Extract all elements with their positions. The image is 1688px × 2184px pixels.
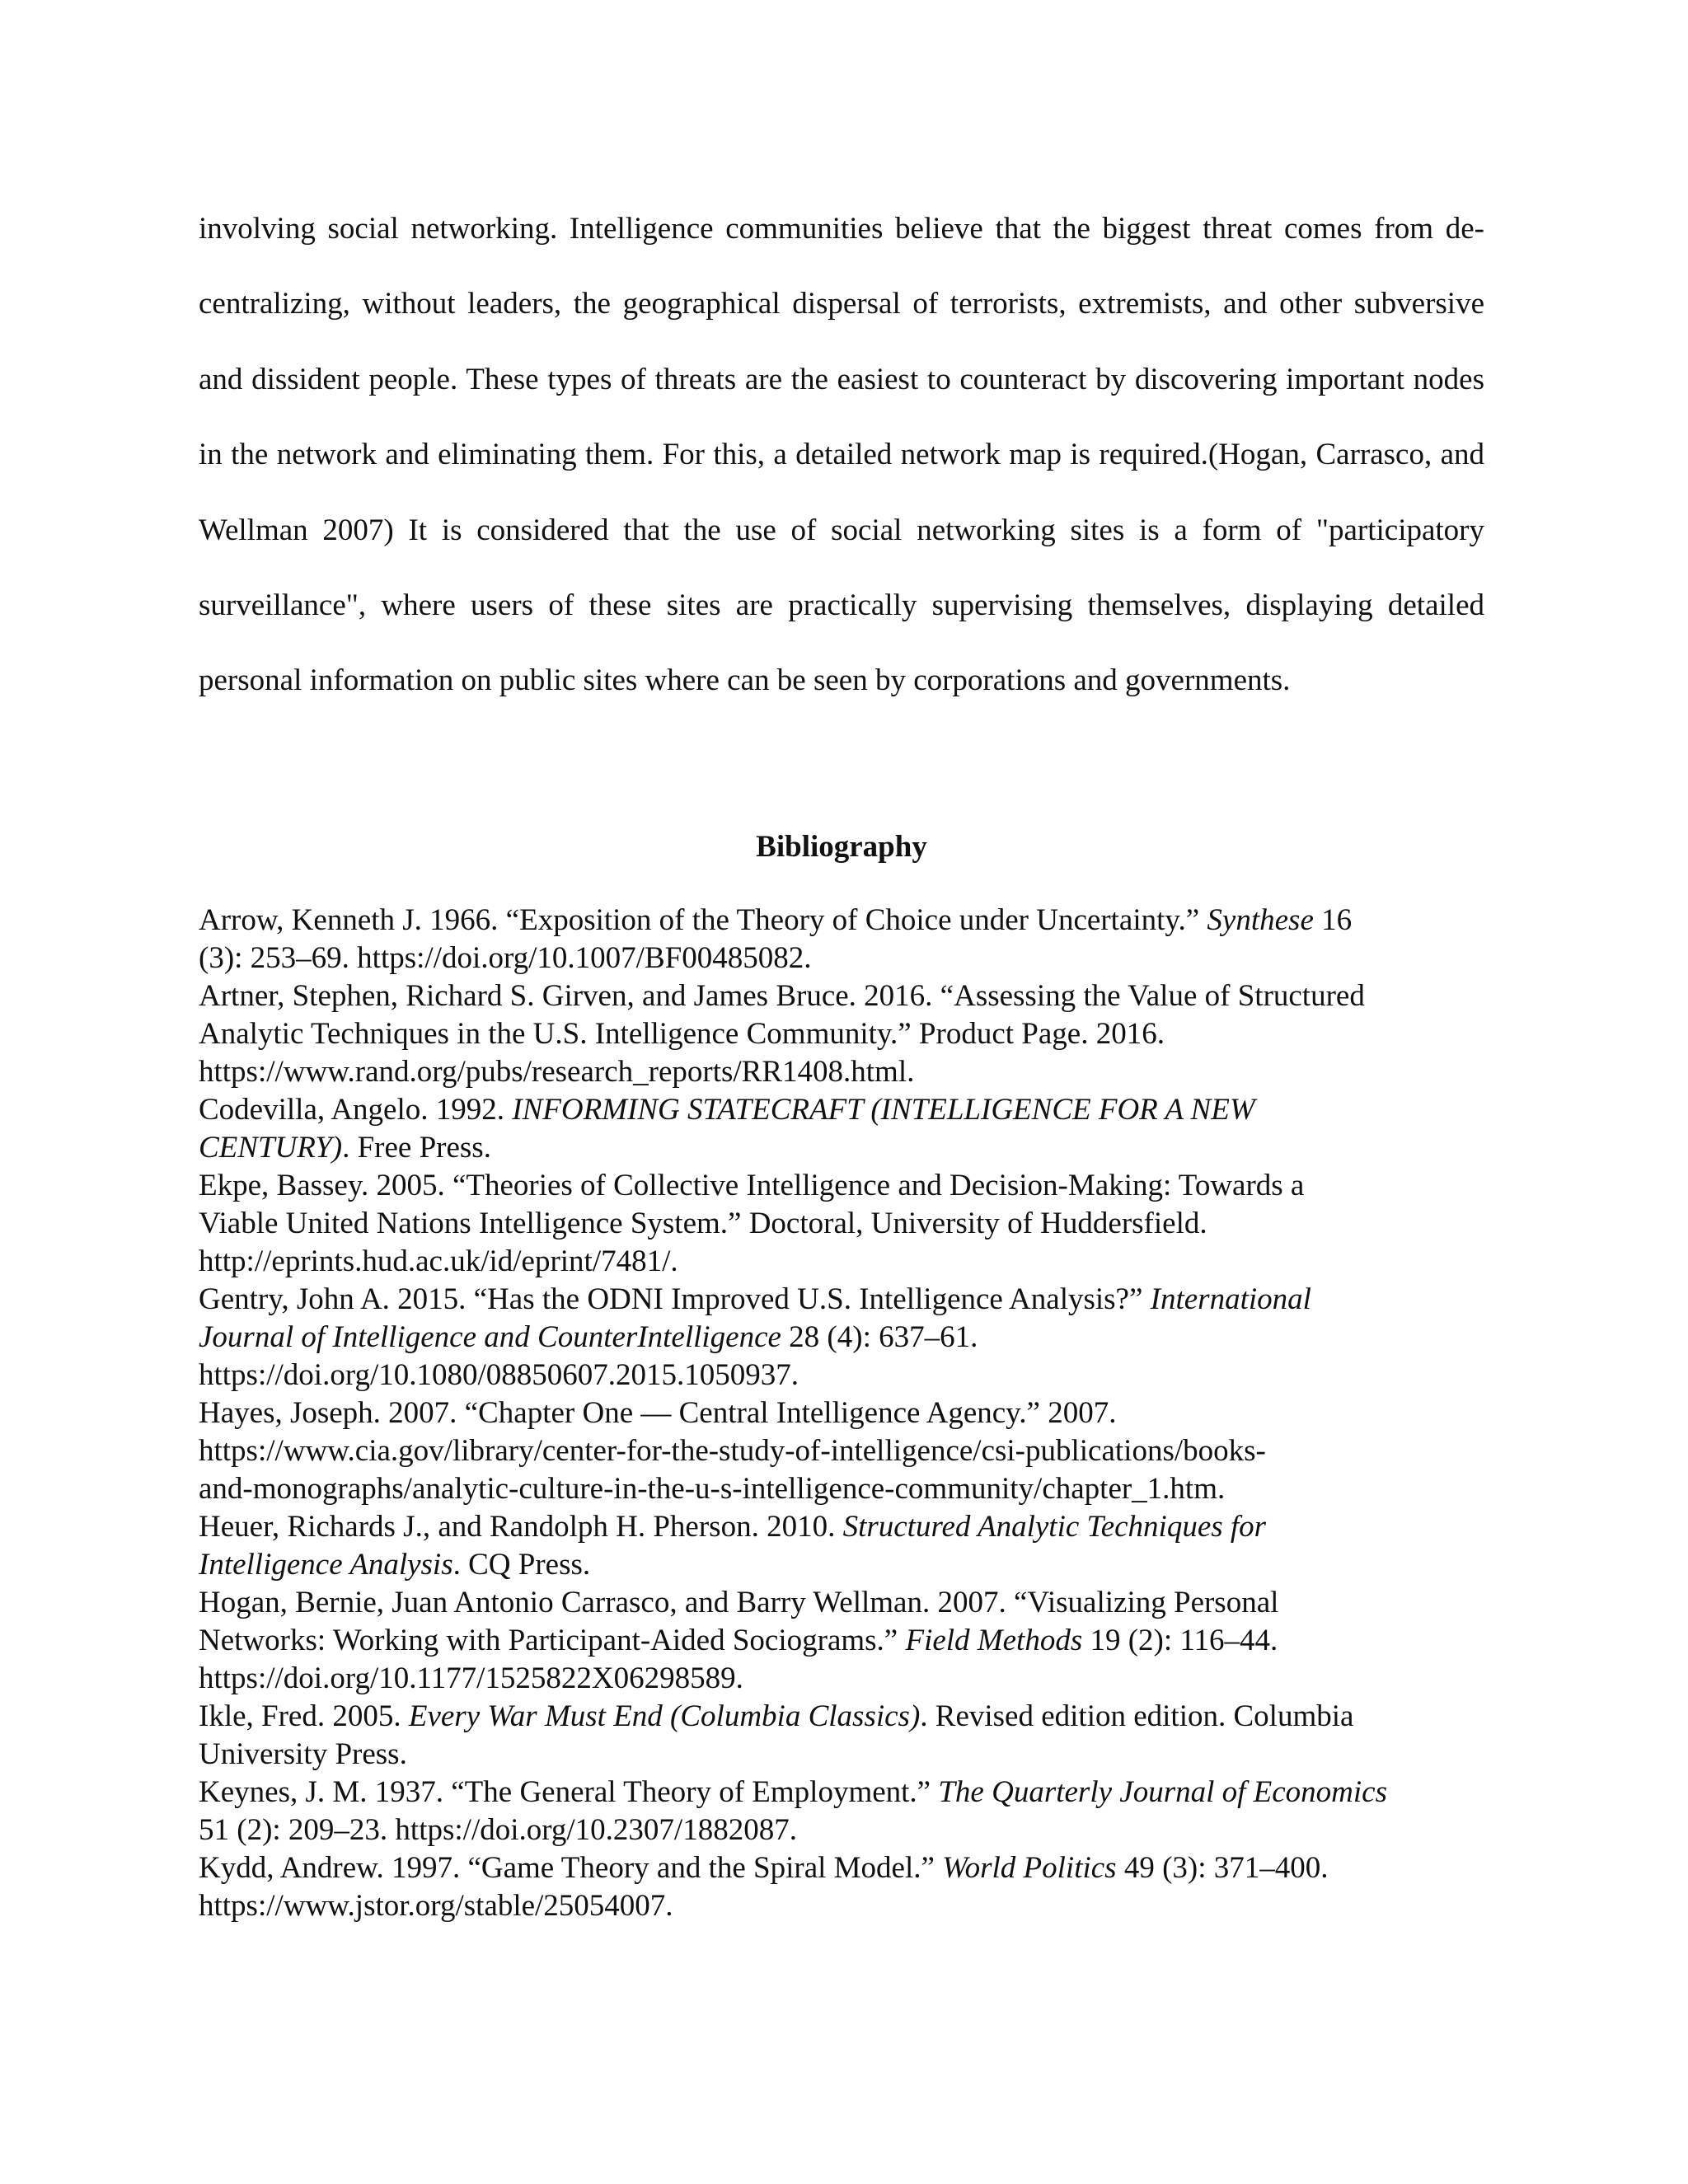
bibliography-entry-line <box>199 902 1501 940</box>
text-segment: Ikle, Fred. 2005. <box>199 1699 409 1733</box>
bibliography-entry <box>199 1281 1501 1394</box>
text-segment: Hogan, Bernie, Juan Antonio Carrasco, and Barry Wellman. 2007. “Visualizing Personal <box>199 1586 1279 1619</box>
text-segment: Kydd, Andrew. 1997. “Game Theory and the Spiral Model.” <box>199 1851 943 1885</box>
text-segment: Networks: Working with Participant-Aided Sociograms.” <box>199 1624 906 1657</box>
text-segment: Arrow, Kenneth J. 1966. “Exposition of the Theory of Choice under Uncertainty.” <box>199 903 1207 937</box>
italic-title-segment: CENTURY) <box>199 1131 343 1165</box>
bibliography-entry-line <box>199 1167 1501 1205</box>
bibliography-entry <box>199 1091 1501 1167</box>
text-segment: Gentry, John A. 2015. “Has the ODNI Improved U.S. Intelligence Analysis?” <box>199 1282 1151 1316</box>
italic-title-segment: Field Methods <box>905 1624 1083 1657</box>
bibliography-entry <box>199 1167 1501 1281</box>
bibliography-entry-line <box>199 1508 1501 1546</box>
bibliography-entry <box>199 1394 1501 1508</box>
bibliography-entry-line <box>199 1357 1501 1394</box>
text-segment: https://www.cia.gov/library/center-for-the-study-of-intelligence/csi-publications/books- <box>199 1434 1266 1468</box>
bibliography-entry-line <box>199 1698 1501 1736</box>
italic-title-segment: Journal of Intelligence and CounterIntelligence <box>199 1320 781 1354</box>
text-segment: and-monographs/analytic-culture-in-the-u-s-intelligence-community/chapter_1.htm. <box>199 1472 1226 1506</box>
bibliography-entry-line <box>199 1887 1501 1925</box>
italic-title-segment: INFORMING STATECRAFT (INTELLIGENCE FOR A NEW <box>512 1093 1255 1127</box>
text-segment: https://doi.org/10.1080/08850607.2015.1050937. <box>199 1358 799 1392</box>
text-segment: Analytic Techniques in the U.S. Intelligence Community.” Product Page. 2016. <box>199 1017 1165 1051</box>
bibliography-entry-line <box>199 1584 1501 1622</box>
text-segment: Ekpe, Bassey. 2005. “Theories of Collective Intelligence and Decision-Making: Towards a <box>199 1169 1305 1202</box>
text-segment: . Free Press. <box>342 1131 491 1165</box>
italic-title-segment: Every War Must End (Columbia Classics) <box>408 1699 921 1733</box>
text-segment: Heuer, Richards J., and Randolph H. Pherson. 2010. <box>199 1510 843 1544</box>
italic-title-segment: Synthese <box>1207 903 1314 937</box>
bibliography-entry <box>199 1774 1501 1849</box>
bibliography-entry-line <box>199 1091 1501 1129</box>
italic-title-segment: International <box>1150 1282 1311 1316</box>
bibliography-entry-line <box>199 940 1501 977</box>
text-segment: https://www.rand.org/pubs/research_reports/RR1408.html. <box>199 1055 915 1089</box>
bibliography-heading: Bibliography <box>756 830 927 864</box>
bibliography-entry-line <box>199 1660 1501 1698</box>
text-segment: Hayes, Joseph. 2007. “Chapter One — Central Intelligence Agency.” 2007. <box>199 1396 1117 1430</box>
bibliography-entry-line <box>199 1432 1501 1470</box>
body-paragraph: involving social networking. Intelligence communities believe that the biggest threat comes from de-centralizing, without leaders, the geographical dispersal of terrorists, extremists, and other subversive and dissident people. These types of threats are the easiest to counteract by discovering important nodes in the network and eliminating them. For this, a detailed network map is required.(Hogan, Carrasco, and Wellman 2007) It is considered that the use of social networking sites is a form of "participatory surveillance", where users of these sites are practically supervising themselves, displaying detailed personal information on public sites where can be seen by corporations and governments. <box>199 212 1484 698</box>
text-segment: . CQ Press. <box>452 1548 591 1582</box>
bibliography-entry <box>199 977 1501 1091</box>
text-segment: (3): 253–69. https://doi.org/10.1007/BF00485082. <box>199 941 812 975</box>
text-segment: 51 (2): 209–23. https://doi.org/10.2307/1882087. <box>199 1813 797 1847</box>
text-segment: . Revised edition edition. Columbia <box>920 1699 1354 1733</box>
text-segment: Keynes, J. M. 1937. “The General Theory of Employment.” <box>199 1775 939 1809</box>
bibliography-entry-line <box>199 1546 1501 1584</box>
text-segment: Codevilla, Angelo. 1992. <box>199 1093 513 1127</box>
italic-title-segment: World Politics <box>942 1851 1117 1885</box>
bibliography-entry <box>199 1584 1501 1698</box>
text-segment: Viable United Nations Intelligence System.” Doctoral, University of Huddersfield. <box>199 1207 1207 1240</box>
text-segment: http://eprints.hud.ac.uk/id/eprint/7481/. <box>199 1244 678 1278</box>
italic-title-segment: Structured Analytic Techniques for <box>842 1510 1267 1544</box>
body-text-block <box>199 191 1484 719</box>
italic-title-segment: Intelligence Analysis <box>199 1548 453 1582</box>
bibliography-entry-line <box>199 1205 1501 1243</box>
text-segment: Artner, Stephen, Richard S. Girven, and James Bruce. 2016. “Assessing the Value of Structured <box>199 979 1365 1013</box>
bibliography-entry-line <box>199 1243 1501 1281</box>
bibliography-entry-line <box>199 1470 1501 1508</box>
bibliography-entry-line <box>199 1394 1501 1432</box>
bibliography-entry-line <box>199 977 1501 1015</box>
bibliography-entry <box>199 1508 1501 1584</box>
bibliography-entry <box>199 1849 1501 1925</box>
bibliography-entry <box>199 902 1501 977</box>
text-segment: 49 (3): 371–400. <box>1116 1851 1329 1885</box>
bibliography-entry-line <box>199 1622 1501 1660</box>
text-segment: 19 (2): 116–44. <box>1082 1624 1278 1657</box>
text-segment: https://www.jstor.org/stable/25054007. <box>199 1889 673 1923</box>
bibliography-entry-line <box>199 1811 1501 1849</box>
bibliography-list <box>199 902 1501 1925</box>
text-segment: 16 <box>1313 903 1353 937</box>
bibliography-entry-line <box>199 1774 1501 1811</box>
text-segment: 28 (4): 637–61. <box>781 1320 978 1354</box>
bibliography-entry-line <box>199 1015 1501 1053</box>
bibliography-entry-line <box>199 1053 1501 1091</box>
bibliography-entry-line <box>199 1849 1501 1887</box>
text-segment: https://doi.org/10.1177/1525822X06298589. <box>199 1661 743 1695</box>
bibliography-entry-line <box>199 1129 1501 1167</box>
text-segment: University Press. <box>199 1737 407 1771</box>
bibliography-entry <box>199 1698 1501 1774</box>
bibliography-entry-line <box>199 1319 1501 1357</box>
bibliography-entry-line <box>199 1736 1501 1774</box>
bibliography-entry-line <box>199 1281 1501 1319</box>
italic-title-segment: The Quarterly Journal of Economics <box>938 1775 1388 1809</box>
